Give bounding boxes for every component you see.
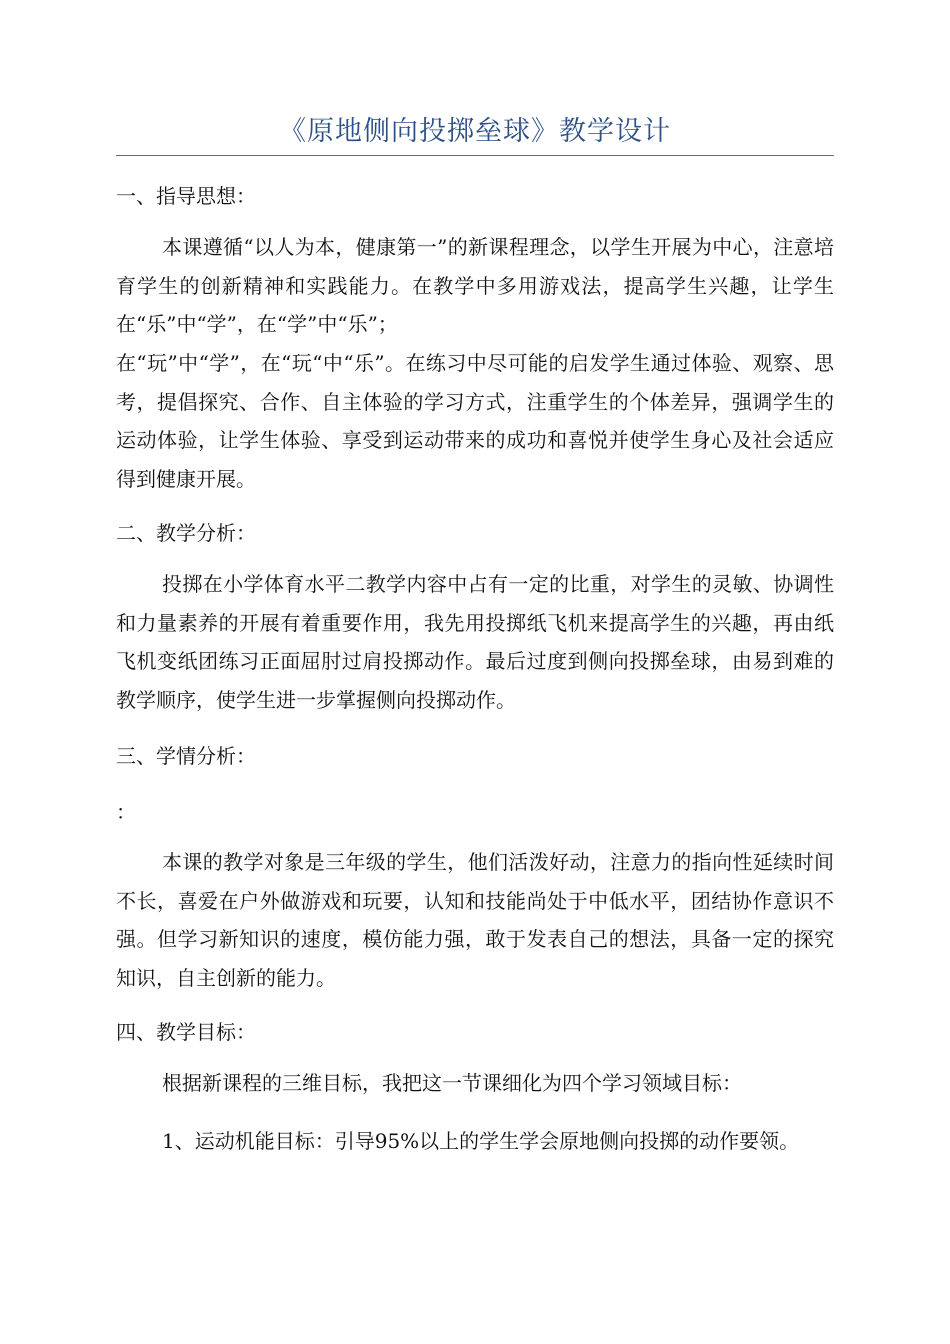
learner-analysis-paragraph: 本课的教学对象是三年级的学生，他们活泼好动，注意力的指向性延续时间不长，喜爱在户外做游戏和玩要，认知和技能尚处于中低水平，团结协作意识不强。但学习新知识的速度，模仿能力强，敢于发表自己的想法，具备一定的探究知识，自主创新的能力。 <box>116 850 834 990</box>
document-title: 《原地侧向投掷垒球》教学设计 <box>279 116 671 147</box>
teaching-goal-item-1: 1、运动机能目标：引导95%以上的学生学会原地侧向投掷的动作要领。 <box>162 1129 800 1153</box>
section-heading-teaching-analysis: 二、教学分析： <box>116 521 256 545</box>
section-heading-teaching-goals: 四、教学目标： <box>116 1020 256 1044</box>
stray-colon: ： <box>116 800 136 824</box>
title-underline <box>116 155 834 156</box>
teaching-goals-intro: 根据新课程的三维目标，我把这一节课细化为四个学习领域目标： <box>162 1071 742 1095</box>
guiding-thought-paragraph-2: 在“玩”中“学”，在“玩“中“乐”。在练习中尽可能的启发学生通过体验、观察、思考，提倡探究、合作、自主体验的学习方式，注重学生的个体差异，强调学生的运动体验，让学生体验、享受到运动带来的成功和喜悦并使学生身心及社会适应得到健康开展。 <box>116 351 834 491</box>
section-heading-learner-analysis: 三、学情分析： <box>116 744 256 768</box>
section-heading-guiding-thought: 一、指导思想： <box>116 184 256 208</box>
guiding-thought-paragraph-1: 本课遵循“以人为本，健康第一”的新课程理念，以学生开展为中心，注意培育学生的创新精神和实践能力。在教学中多用游戏法，提高学生兴趣，让学生在“乐”中“学”，在“学”中“乐”； <box>116 235 834 336</box>
teaching-analysis-paragraph: 投掷在小学体育水平二教学内容中占有一定的比重，对学生的灵敏、协调性和力量素养的开展有着重要作用，我先用投掷纸飞机来提高学生的兴趣，再由纸飞机变纸团练习正面屈肘过肩投掷动作。最后过度到侧向投掷垒球，由易到难的教学顺序，使学生进一步掌握侧向投掷动作。 <box>116 572 834 712</box>
